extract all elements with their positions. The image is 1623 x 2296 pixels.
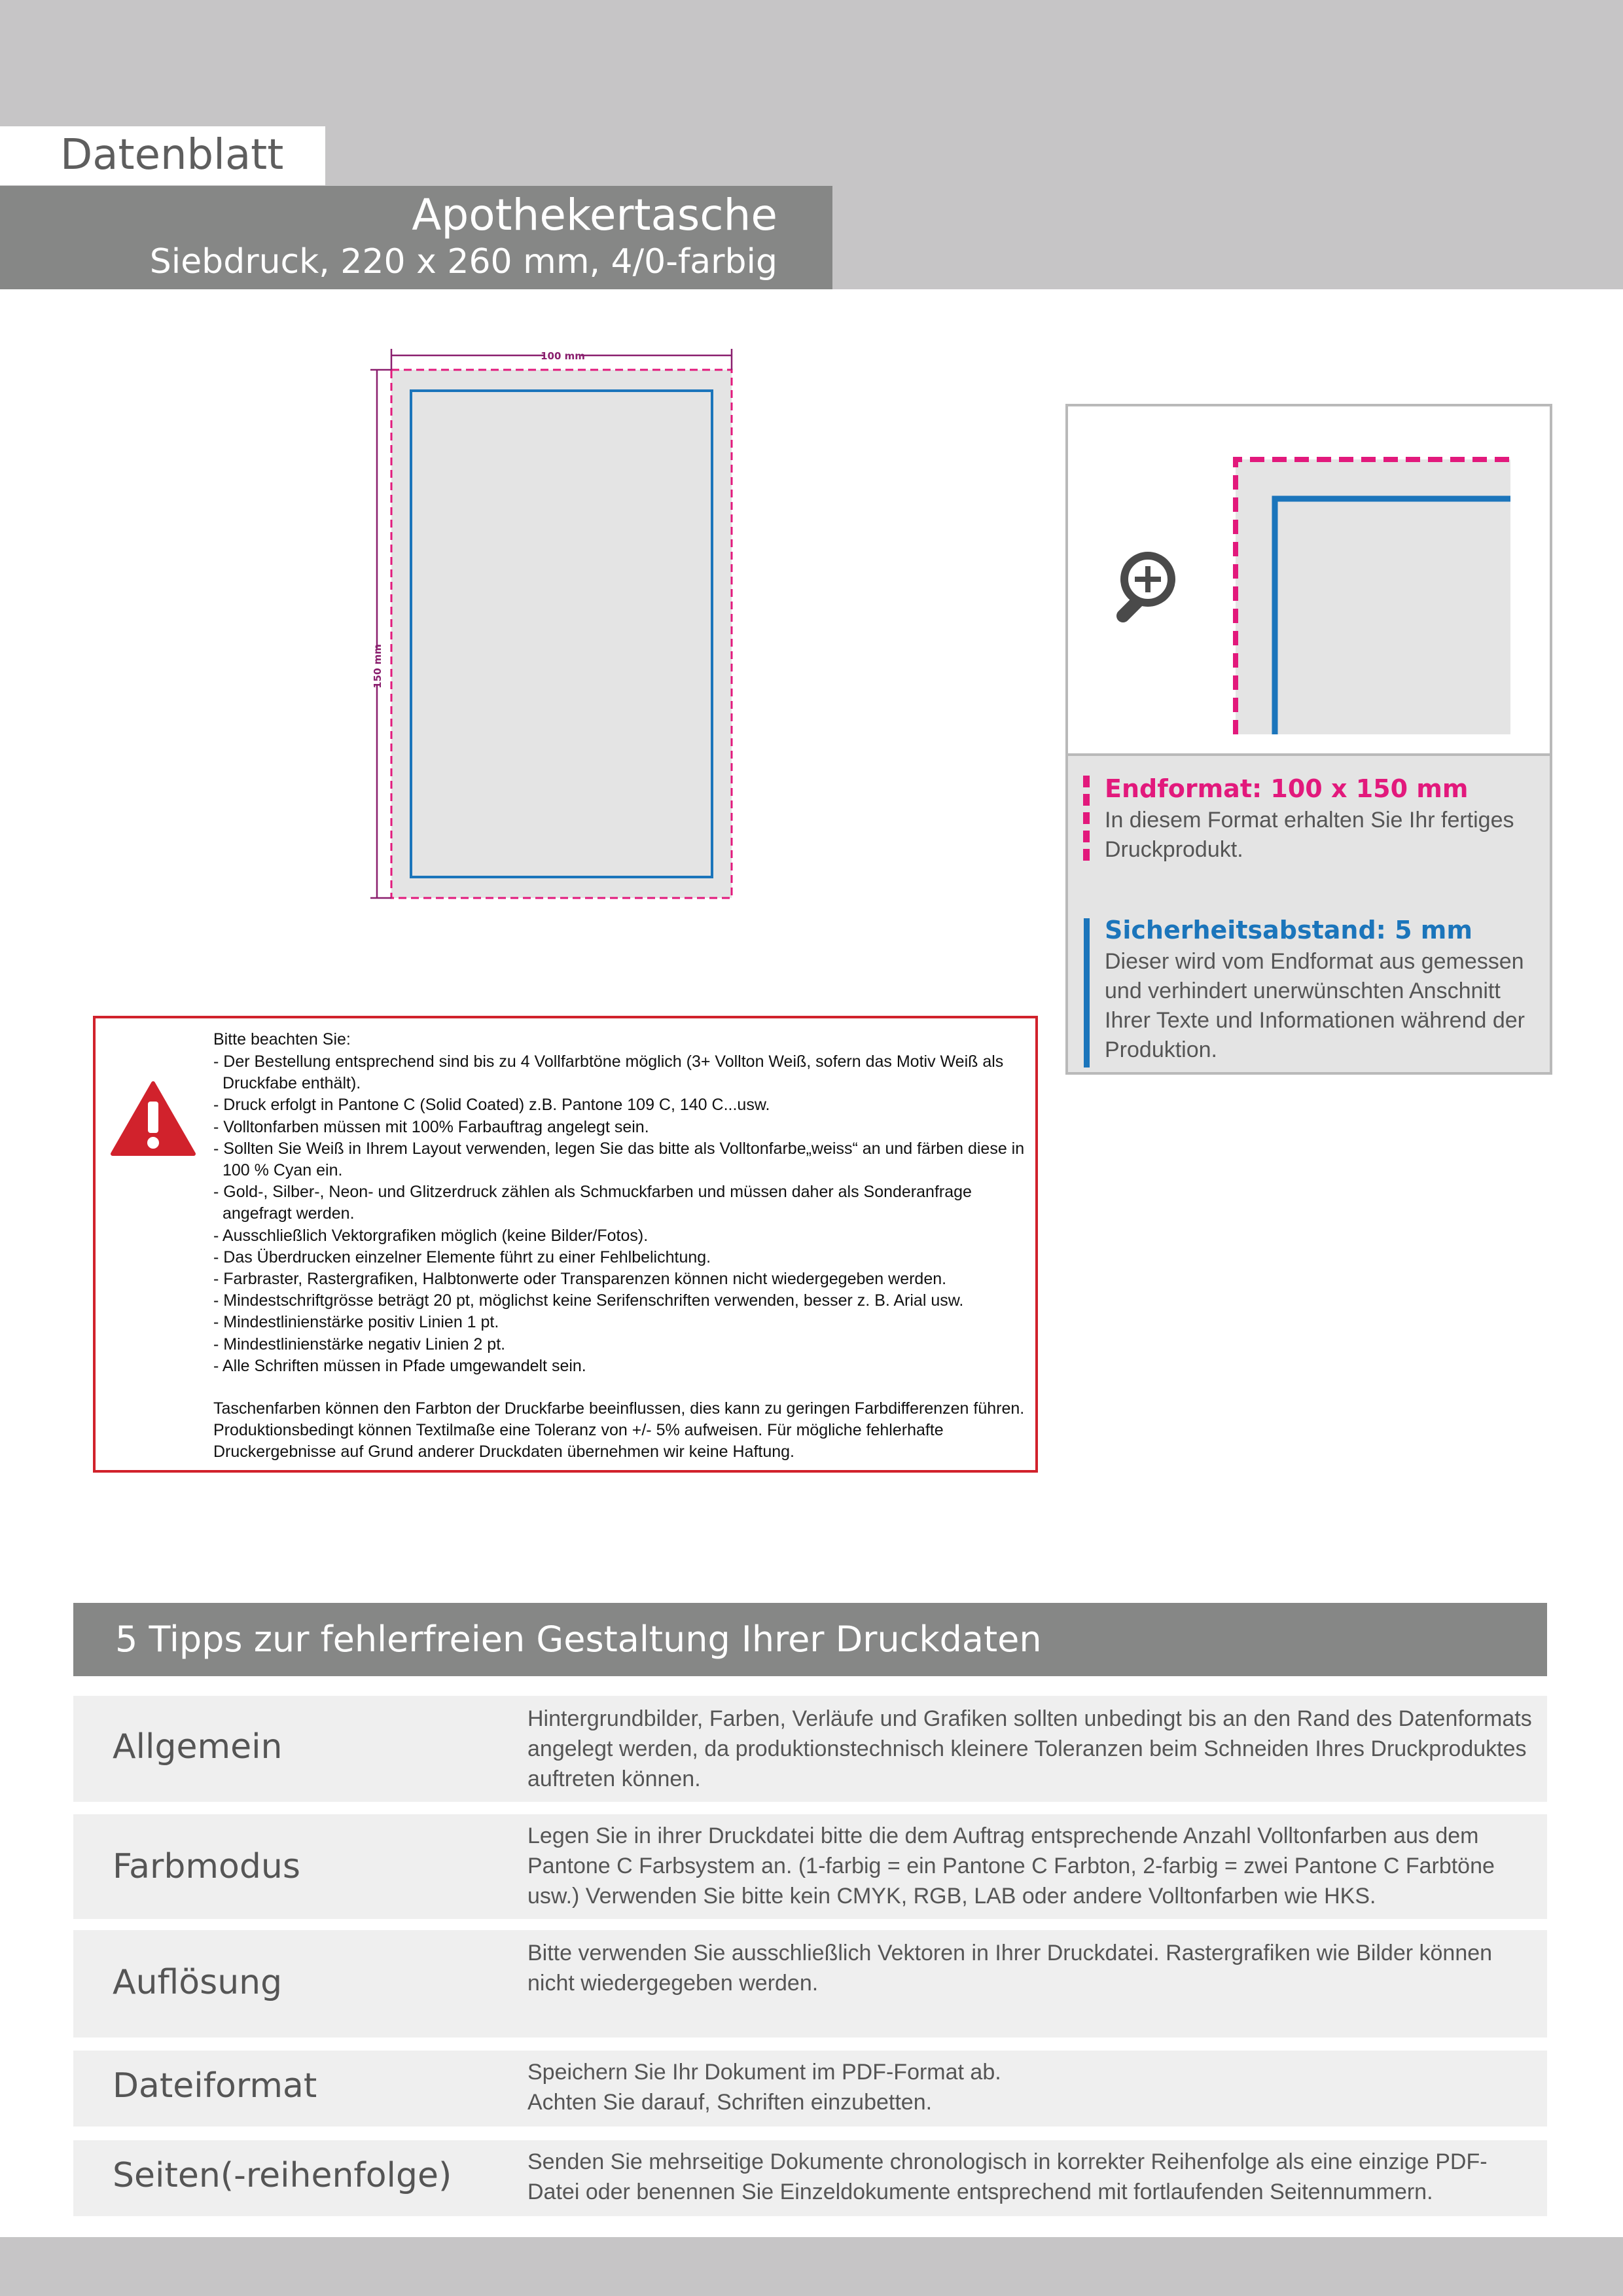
legend-area: [1068, 753, 1550, 1072]
warning-footer: Taschenfarben können den Farbton der Druckfarbe beeinflussen, dies kann zu geringen Farbdifferenzen führen. Produktionsbedingt können Textilmaße eine Toleranz von +/- 5% aufweisen. Für mögliche fehlerhafte Druckergebnisse auf Grund anderer Druckdaten übernehmen wir keine Haftung.: [213, 1399, 1025, 1462]
tip-text: Hintergrundbilder, Farben, Verläufe und Grafiken sollten unbedingt bis an den Rand des Datenformats angelegt werden, da produktionstechnisch kleinere Toleranzen beim Schneiden Ihres Druckproduktes auftreten können.: [527, 1706, 1532, 1791]
warning-item: - Mindestlinienstärke positiv Linien 1 pt.: [213, 1313, 499, 1332]
zoom-legend-box: [1065, 404, 1552, 1075]
warning-item: - Der Bestellung entsprechend sind bis zu 4 Vollfarbtöne möglich (3+ Vollton Weiß, sofern das Motiv Weiß als Druckfabe enthält).: [213, 1052, 1004, 1093]
product-subtitle: Siebdruck, 220 x 260 mm, 4/0-farbig: [149, 242, 777, 281]
bleed-area: [391, 370, 732, 898]
zoom-in-icon: [1123, 556, 1171, 616]
height-label: 150 mm: [372, 644, 383, 689]
datasheet-label: Datenblatt: [60, 131, 284, 179]
tips-title: 5 Tipps zur fehlerfreien Gestaltung Ihrer Druckdaten: [115, 1619, 1042, 1660]
safety-text: Dieser wird vom Endformat aus gemessen und verhindert unerwünschten Anschnitt Ihrer Texte und Informationen während der Produktion.: [1105, 949, 1525, 1062]
warning-item: - Ausschließlich Vektorgrafiken möglich (keine Bilder/Fotos).: [213, 1226, 649, 1245]
warning-heading: Bitte beachten Sie:: [213, 1030, 351, 1049]
product-title: Apothekertasche: [412, 190, 777, 240]
warning-list: [213, 1051, 1025, 1377]
tip-name: Dateiformat: [113, 2066, 317, 2106]
tip-name: Farbmodus: [113, 1847, 300, 1886]
tip-text: Bitte verwenden Sie ausschließlich Vektoren in Ihrer Druckdatei. Rastergrafiken wie Bilder können nicht wiedergegeben werden.: [527, 1941, 1493, 1996]
warning-item: - Sollten Sie Weiß in Ihrem Layout verwenden, legen Sie das bitte als Volltonfarbe„weiss“ an und färben diese in 100 % Cyan ein.: [213, 1139, 1025, 1180]
warning-icon: [110, 1081, 196, 1157]
tip-row-aufloesung: [73, 1930, 1547, 2037]
tip-row-allgemein: [73, 1696, 1547, 1802]
tip-text: Legen Sie in ihrer Druckdatei bitte die dem Auftrag entsprechende Anzahl Volltonfarben aus dem Pantone C Farbsystem an. (1-farbig = ein Pantone C Farbton, 2-farbig = zwei Pantone C Farbtöne usw.) Verwenden Sie bitte kein CMYK, RGB, LAB oder andere Volltonfarben wie HKS.: [527, 1823, 1495, 1909]
footer-band: [0, 2237, 1623, 2296]
warning-item: - Das Überdrucken einzelner Elemente führt zu einer Fehlbelichtung.: [213, 1247, 711, 1266]
tip-text: Speichern Sie Ihr Dokument im PDF-Format ab. Achten Sie darauf, Schriften einzubetten.: [527, 2060, 1001, 2115]
warning-item: - Farbraster, Rastergrafiken, Halbtonwerte oder Transparenzen können nicht wiedergegeben werden.: [213, 1270, 947, 1289]
zoom-detail-area: [1068, 406, 1550, 753]
endformat-marker: [1082, 776, 1090, 861]
format-diagram: [360, 344, 779, 933]
tip-name: Seiten(-reihenfolge): [113, 2156, 452, 2195]
endformat-title: Endformat: 100 x 150 mm: [1105, 774, 1469, 803]
tip-row-dateiformat: [73, 2051, 1547, 2126]
tips-header: [73, 1603, 1547, 1676]
warning-item: - Gold-, Silber-, Neon- und Glitzerdruck zählen als Schmuckfarben und müssen daher als Sonderanfrage angefragt werden.: [213, 1183, 972, 1223]
safety-marker: [1084, 918, 1090, 1067]
warning-box: [93, 1016, 1038, 1473]
tip-name: Allgemein: [113, 1727, 283, 1767]
endformat-text: In diesem Format erhalten Sie Ihr fertiges Druckprodukt.: [1105, 808, 1514, 862]
tip-row-seiten: [73, 2140, 1547, 2216]
warning-item: - Druck erfolgt in Pantone C (Solid Coated) z.B. Pantone 109 C, 140 C...usw.: [213, 1096, 770, 1115]
tip-name: Auflösung: [113, 1963, 283, 2002]
tip-row-farbmodus: [73, 1814, 1547, 1919]
warning-item: - Alle Schriften müssen in Pfade umgewandelt sein.: [213, 1356, 586, 1375]
warning-item: - Mindestschriftgrösse beträgt 20 pt, möglichst keine Serifenschriften verwenden, besser z. B. Arial usw.: [213, 1291, 964, 1310]
safety-title: Sicherheitsabstand: 5 mm: [1105, 916, 1472, 944]
zoom-detail-graphic: [1068, 406, 1550, 753]
warning-item: - Volltonfarben müssen mit 100% Farbauftrag angelegt sein.: [213, 1117, 649, 1136]
width-label: 100 mm: [541, 350, 585, 362]
warning-item: - Mindestlinienstärke negativ Linien 2 pt.: [213, 1335, 506, 1354]
tip-text: Senden Sie mehrseitige Dokumente chronologisch in korrekter Reihenfolge als eine einzige PDF-Datei oder benennen Sie Einzeldokumente entsprechend mit fortlaufenden Seitennummern.: [527, 2149, 1488, 2204]
